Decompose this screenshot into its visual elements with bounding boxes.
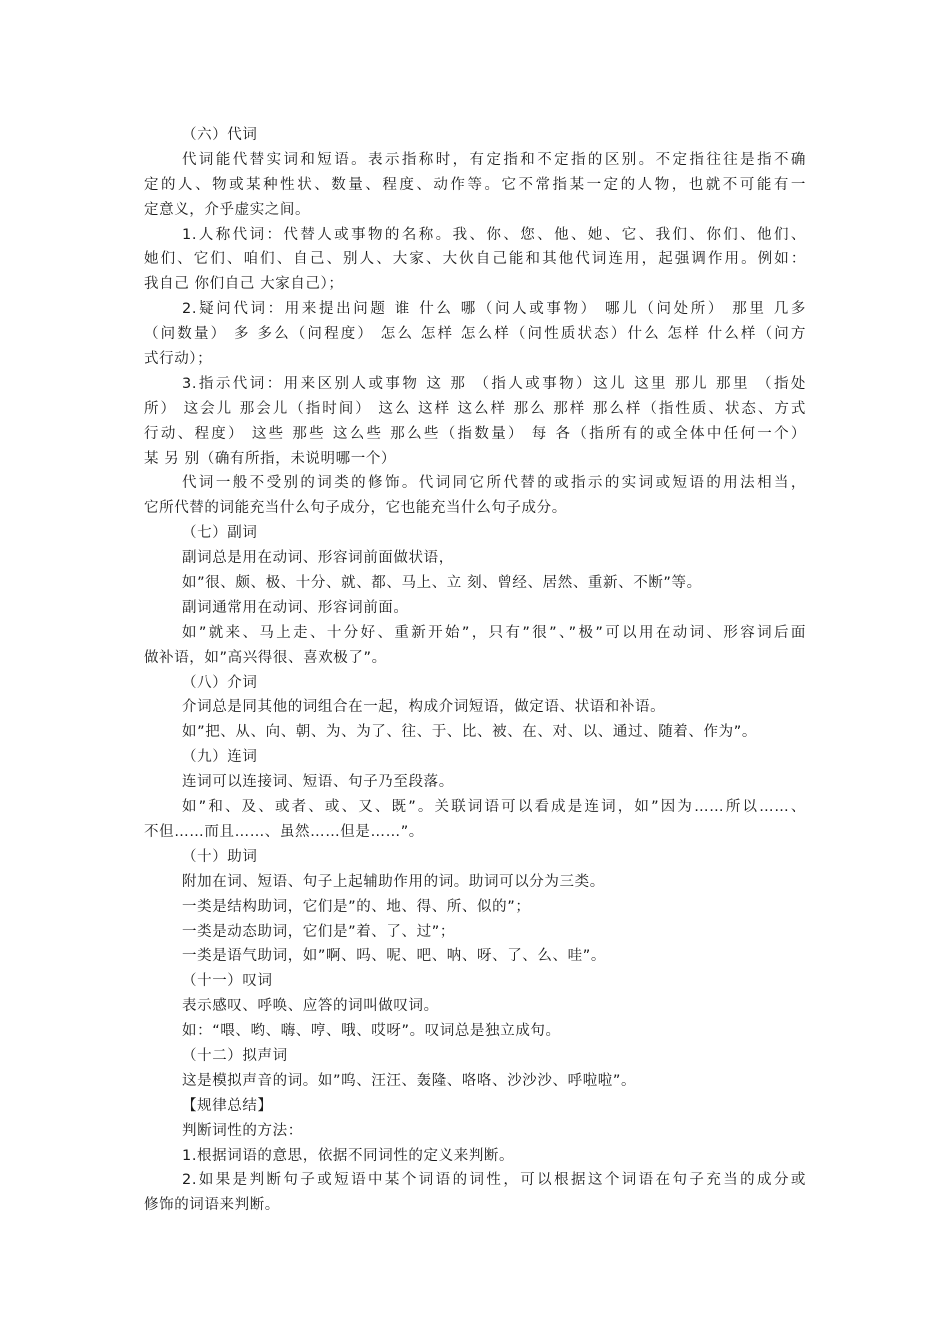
text-line-p-9b-1: 如”和、及、或者、或、又、既”。关联词语可以看成是连词，如”因为……所以……、 [182,799,806,816]
text-line-p-11b: 如：“喂、哟、嗨、哼、哦、哎呀”。叹词总是独立成句。 [182,1023,561,1040]
section-heading-h-8: （八）介词 [182,674,258,691]
text-line-p-10a: 附加在词、短语、句子上起辅助作用的词。助词可以分为三类。 [182,873,605,890]
text-line-p-10b: 一类是结构助词，它们是”的、地、得、所、似的”； [182,898,531,915]
text-line-p-6d-2: 所） 这会儿 那会儿（指时间） 这么 这样 这么样 那么 那样 那么样（指性质、状态、方式 [144,400,806,417]
section-heading-h-6: （六）代词 [182,127,258,143]
section-heading-h-summary: 【规律总结】 [182,1097,273,1114]
text-line-p-11a: 表示感叹、呼唤、应答的词叫做叹词。 [182,998,439,1015]
text-line-p-6e-2: 它所代替的词能充当什么句子成分，它也能充当什么句子成分。 [144,500,567,517]
text-line-p-6d-4: 某 另 别（确有所指，未说明哪一个） [144,450,397,467]
text-line-p-9b-2: 不但……而且……、虽然……但是……”。 [144,823,424,840]
section-heading-h-10: （十）助词 [182,848,258,865]
text-line-p-6b-3: 我自己 你们自己 大家自己）； [144,276,344,293]
text-line-p-6c-3: 式行动）； [144,351,213,368]
text-line-p-7a: 副词总是用在动词、形容词前面做状语， [182,550,454,567]
text-line-p-7c: 副词通常用在动词、形容词前面。 [182,599,409,616]
text-line-p-s2: 1.根据词语的意思，依据不同词性的定义来判断。 [182,1147,515,1164]
section-heading-h-9: （九）连词 [182,749,258,766]
text-line-p-8b: 如”把、从、向、朝、为、为了、往、于、比、被、在、对、以、通过、随着、作为”。 [182,724,757,741]
text-line-p-10d: 一类是语气助词，如”啊、吗、呢、吧、呐、呀、了、么、哇”。 [182,948,606,965]
text-line-p-6a-2: 定的人、物或某种性状、数量、程度、动作等。它不常指某一定的人物，也就不可能有一 [144,176,806,193]
text-line-p-6d-3: 行动、程度） 这些 那些 这么些 那么些（指数量） 每 各（指所有的或全体中任何一个） [144,425,806,442]
section-heading-h-12: （十二）拟声词 [182,1047,288,1064]
text-line-p-10c: 一类是动态助词，它们是”着、了、过”； [182,923,455,940]
section-heading-h-7: （七）副词 [182,525,258,542]
text-line-p-6b-2: 她们、它们、咱们、自己、别人、大家、大伙自己能和其他代词连用，起强调作用。例如： [144,251,806,268]
text-line-p-7b: 如”很、颇、极、十分、就、都、马上、立 刻、曾经、居然、重新、不断”等。 [182,575,702,592]
text-line-p-s3-1: 2.如果是判断句子或短语中某个词语的词性，可以根据这个词语在句子充当的成分或 [182,1172,806,1189]
text-line-p-12a: 这是模拟声音的词。如”呜、汪汪、轰隆、咯咯、沙沙沙、呼啦啦”。 [182,1072,637,1089]
text-line-p-6e-1: 代词一般不受别的词类的修饰。代词同它所代替的或指示的实词或短语的用法相当， [182,475,806,492]
section-heading-h-11: （十一）叹词 [182,973,273,990]
text-line-p-7d-1: 如”就来、马上走、十分好、重新开始”，只有”很”、”极”可以用在动词、形容词后面 [182,624,806,641]
text-line-p-8a: 介词总是同其他的词组合在一起，构成介词短语，做定语、状语和补语。 [182,699,666,716]
text-line-p-7d-2: 做补语，如”高兴得很、喜欢极了”。 [144,649,387,666]
text-line-p-9a: 连词可以连接词、短语、句子乃至段落。 [182,774,454,791]
text-line-p-6a-1: 代词能代替实词和短语。表示指称时，有定指和不定指的区别。不定指往往是指不确 [182,151,806,168]
text-line-p-6a-3: 定意义，介乎虚实之间。 [144,201,311,218]
text-line-p-s3-2: 修饰的词语来判断。 [144,1197,280,1214]
text-line-p-6d-1: 3.指示代词：用来区别人或事物 这 那 （指人或事物）这儿 这里 那儿 那里 （指处 [182,375,806,392]
text-line-p-s1: 判断词性的方法： [182,1122,303,1139]
text-line-p-6b-1: 1.人称代词：代替人或事物的名称。我、你、您、他、她、它、我们、你们、他们、 [182,226,806,243]
text-line-p-6c-1: 2.疑问代词：用来提出问题 谁 什么 哪（问人或事物） 哪儿（问处所） 那里 几多 [182,301,806,318]
text-line-p-6c-2: （问数量） 多 多么（问程度） 怎么 怎样 怎么样（问性质状态）什么 怎样 什么样（问方 [144,326,806,343]
